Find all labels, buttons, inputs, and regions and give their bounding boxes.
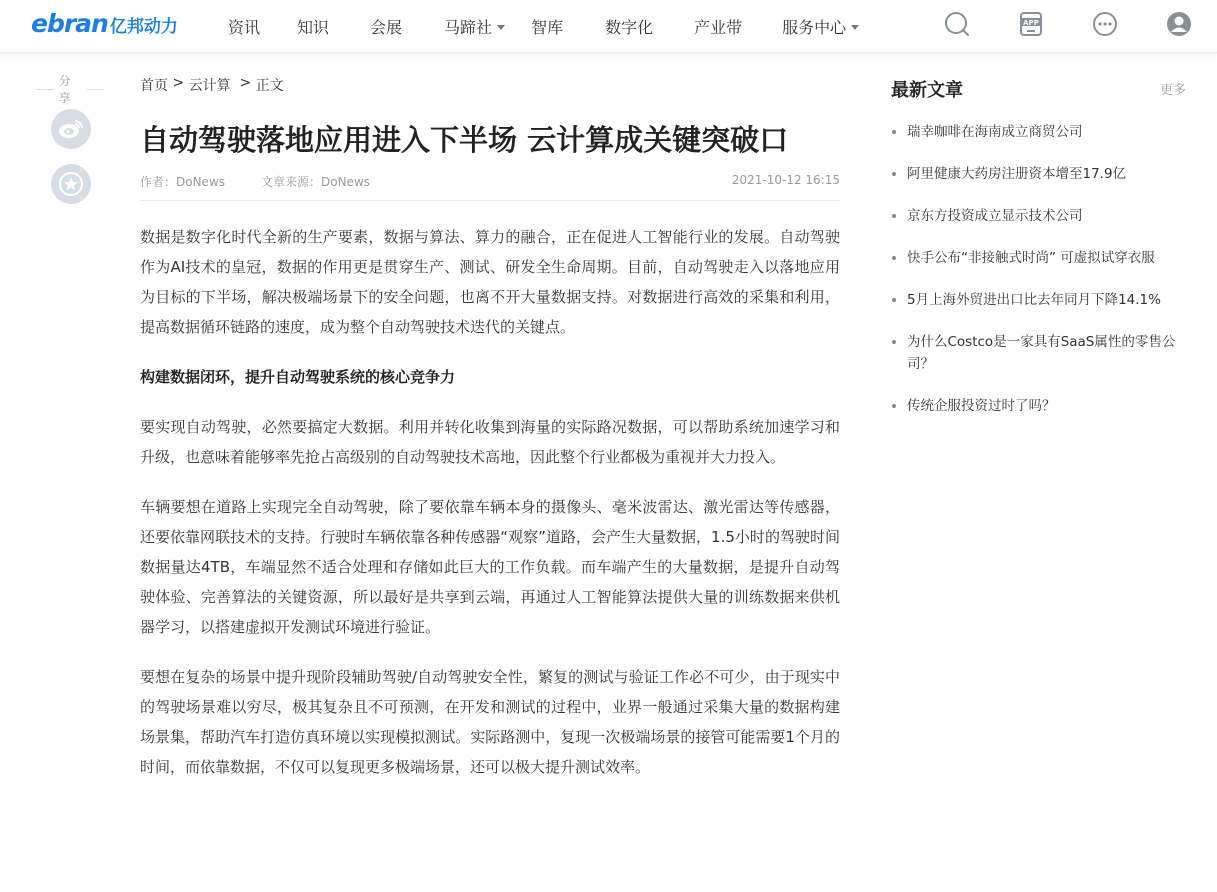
list-item[interactable]: 为什么Costco是一家具有SaaS属性的零售公司？ — [891, 331, 1191, 375]
breadcrumb — [140, 75, 284, 95]
search-icon[interactable] — [944, 11, 970, 37]
latest-articles-title-text: 最新文章 — [891, 80, 963, 101]
user-icon[interactable] — [1166, 11, 1192, 37]
weibo-icon[interactable] — [51, 109, 91, 149]
article-author: 作者：DoNews — [140, 175, 226, 189]
breadcrumb-separator: > — [168, 75, 189, 91]
article-date: 2021-10-12 16:15 — [731, 173, 840, 187]
nav-item-think-tank[interactable] — [531, 15, 563, 38]
list-item[interactable]: 瑞幸咖啡在海南成立商贸公司 — [891, 121, 1191, 143]
list-item[interactable]: 快手公布“非接触式时尚” 可虚拟试穿衣服 — [891, 247, 1191, 269]
article-paragraph: 车辆要想在道路上实现完全自动驾驶，除了要依靠车辆本身的摄像头、毫米波雷达、激光雷达等传感器，还要依靠网联技术的支持。行驶时车辆依靠各种传感器“观察”道路，会产生大量数据，1.5小时的驾驶时间数据量达4TB，车端显然不适合处理和存储如此巨大的工作负载。而车端产生的大量数据，是提升自动驾驶体验、完善算法的关键资源，所以最好是共享到云端，再通过人工智能算法提供大量的训练数据来供机器学习，以搭建虚拟开发测试环境进行验证。 — [140, 498, 840, 636]
nav-item-digital[interactable] — [605, 15, 653, 38]
nav-item-news[interactable] — [228, 15, 260, 38]
site-logo[interactable] — [31, 9, 178, 39]
nav-label: 数字化 — [605, 18, 654, 37]
nav-item-exhibition[interactable] — [370, 15, 402, 38]
top-header — [0, 0, 1217, 53]
nav-label: 马蹄社 — [444, 18, 493, 37]
nav-label: 服务中心 — [782, 18, 847, 37]
chevron-down-icon — [851, 25, 859, 30]
nav-item-knowledge[interactable] — [297, 15, 329, 38]
nav-label: 产业带 — [694, 18, 743, 37]
nav-label: 知识 — [297, 18, 330, 37]
article-paragraph: 要想在复杂的场景中提升现阶段辅助驾驶/自动驾驶安全性，繁复的测试与验证工作必不可少，由于现实中的驾驶场景难以穷尽，极其复杂且不可预测，在开发和测试的过程中，业界一般通过采集大量的数据构建场景集，帮助汽车打造仿真环境以实现模拟测试。实际路测中，复现一次极端场景的接管可能需要1个月的时间，而依靠数据，不仅可以复现更多极端场景，还可以极大提升测试效率。 — [140, 668, 840, 776]
nav-item-service-center[interactable] — [782, 15, 859, 38]
logo-wordmark: ebran — [31, 9, 108, 38]
more-link[interactable]: 更多 — [1160, 83, 1187, 98]
message-icon[interactable] — [1092, 11, 1118, 37]
list-item[interactable]: 阿里健康大药房注册资本增至17.9亿 — [891, 163, 1191, 185]
nav-item-industry-belt[interactable] — [694, 15, 742, 38]
breadcrumb-category[interactable]: 云计算 — [188, 78, 231, 94]
nav-label: 会展 — [370, 18, 403, 37]
article-source: 文章来源：DoNews — [261, 175, 371, 189]
article-meta — [140, 171, 840, 201]
nav-label: 资讯 — [228, 18, 261, 37]
breadcrumb-current: 正文 — [255, 78, 284, 94]
list-item[interactable]: 5月上海外贸进出口比去年同月下降14.1% — [891, 289, 1191, 311]
app-download-icon[interactable] — [1018, 11, 1044, 37]
latest-articles-list — [891, 121, 1191, 437]
share-label — [30, 72, 110, 106]
article-subheading: 构建数据闭环，提升自动驾驶系统的核心竞争力 — [140, 368, 456, 386]
logo-chinese: 亿邦动力 — [109, 17, 178, 37]
article-paragraph: 数据是数字化时代全新的生产要素，数据与算法、算力的融合，正在促进人工智能行业的发展。自动驾驶作为AI技术的皇冠，数据的作用更是贯穿生产、测试、研发全生命周期。目前，自动驾驶走入以落地应用为目标的下半场，解决极端场景下的安全问题，也离不开大量数据支持。对数据进行高效的采集和利用，提高数据循环链路的速度，成为整个自动驾驶技术迭代的关键点。 — [140, 228, 840, 336]
share-label-text: 分享 — [58, 74, 71, 105]
latest-articles-title — [891, 76, 963, 102]
breadcrumb-home[interactable]: 首页 — [140, 78, 168, 94]
nav-item-matishe[interactable] — [444, 15, 505, 38]
article-title: 自动驾驶落地应用进入下半场 云计算成关键突破口 — [140, 123, 789, 157]
chevron-down-icon — [497, 25, 505, 30]
breadcrumb-separator: > — [230, 75, 256, 91]
article-body — [140, 222, 840, 802]
app-icon-text: APP — [1023, 19, 1039, 27]
main-nav — [228, 0, 859, 53]
article-paragraph: 要实现自动驾驶，必然要搞定大数据。利用并转化收集到海量的实际路况数据，可以帮助系统加速学习和升级，也意味着能够率先抢占高级别的自动驾驶技术高地，因此整个行业都极为重视并大力投入。 — [140, 418, 840, 466]
favorite-star-icon[interactable] — [51, 164, 91, 204]
list-item[interactable]: 京东方投资成立显示技术公司 — [891, 205, 1191, 227]
nav-label: 智库 — [531, 18, 564, 37]
list-item[interactable]: 传统企服投资过时了吗？ — [891, 395, 1191, 417]
